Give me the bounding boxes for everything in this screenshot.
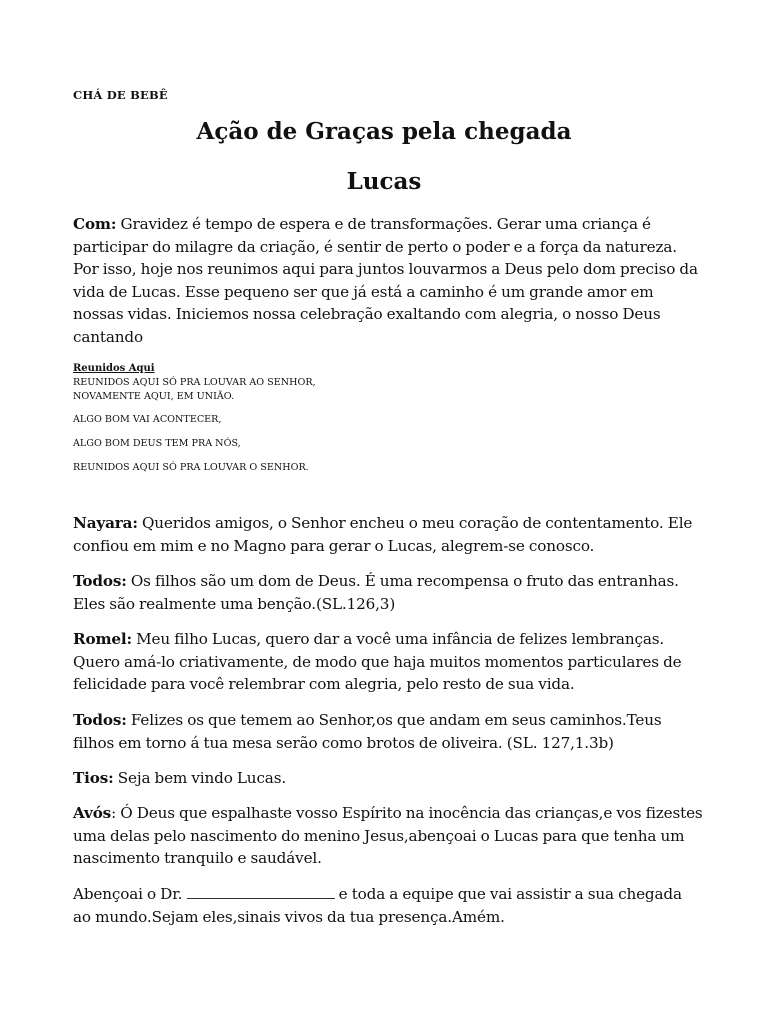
paragraph-text: Felizes os que temem ao Senhor,os que andam em seus caminhos.Teus filhos em torno á tua mesa serão como brotos de oliveira. (SL. 127,1.3b) [73,711,662,752]
page-title: Ação de Graças pela chegada [196,118,572,145]
speaker-label: Romel: [73,630,132,648]
song-title: Reunidos Aqui [73,363,155,374]
page-subtitle: Lucas [346,168,422,195]
name-blank-line [187,884,335,899]
paragraph-text: Seja bem vindo Lucas. [113,769,287,787]
paragraph-text: Gravidez é tempo de espera e de transformações. Gerar uma criança é participar do milagre da criação, é sentir de perto o poder e a força da natureza. Por isso, hoje nos reunimos aqui para juntos louvarmos a Deus pelo dom preciso da vida de Lucas. Esse pequeno ser que já está a caminho é um grande amor em nossas vidas. Iniciemos nossa celebração exaltando com alegria, o nosso Deus cantando [73,215,698,346]
paragraph-text: Abençoai o Dr. [73,885,187,903]
paragraph-text: e toda a equipe que vai assistir a sua chegada ao mundo.Sejam eles,sinais vivos da tua presença.Amém. [73,885,682,926]
dialogue-paragraph [73,570,703,615]
intro-paragraph [73,213,703,349]
song-line: ALGO BOM DEUS TEM PRA NÓS, [73,438,241,450]
dialogue-paragraph [73,512,703,557]
dialogue-paragraph [73,767,703,790]
dialogue-paragraph [73,802,703,870]
dialogue-paragraph [73,628,703,696]
paragraph-text: Queridos amigos, o Senhor encheu o meu coração de contentamento. Ele confiou em mim e no Magno para gerar o Lucas, alegrem-se conosco. [73,514,693,555]
speaker-label: Todos: [73,572,127,590]
dialogue-paragraph [73,709,703,754]
speaker-label: Avós [73,804,112,822]
speaker-label: Com: [73,215,117,233]
paragraph-text: Meu filho Lucas, quero dar a você uma infância de felizes lembranças. Quero amá-lo criativamente, de modo que haja muitos momentos particulares de felicidade para você relembrar com alegria, pelo resto de sua vida. [73,630,682,694]
song-block [73,362,473,475]
speaker-label: Todos: [73,711,127,729]
speaker-label: Nayara: [73,514,138,532]
header-label: CHÁ DE BEBÊ [73,88,168,102]
paragraph-text: Os filhos são um dom de Deus. É uma recompensa o fruto das entranhas. Eles são realmente uma benção.(SL.126,3) [73,572,679,613]
song-line: ALGO BOM VAI ACONTECER, [73,414,222,426]
song-line: REUNIDOS AQUI SÓ PRA LOUVAR AO SENHOR, [73,376,316,388]
speaker-label: Tios: [73,769,114,787]
closing-paragraph [73,883,703,928]
song-line: REUNIDOS AQUI SÓ PRA LOUVAR O SENHOR. [73,461,309,473]
paragraph-text: : Ó Deus que espalhaste vosso Espírito na inocência das crianças,e vos fizestes uma delas pelo nascimento do menino Jesus,abençoai o Lucas para que tenha um nascimento tranquilo e saudável. [73,804,703,868]
song-line: NOVAMENTE AQUI, EM UNIÃO. [73,390,235,402]
